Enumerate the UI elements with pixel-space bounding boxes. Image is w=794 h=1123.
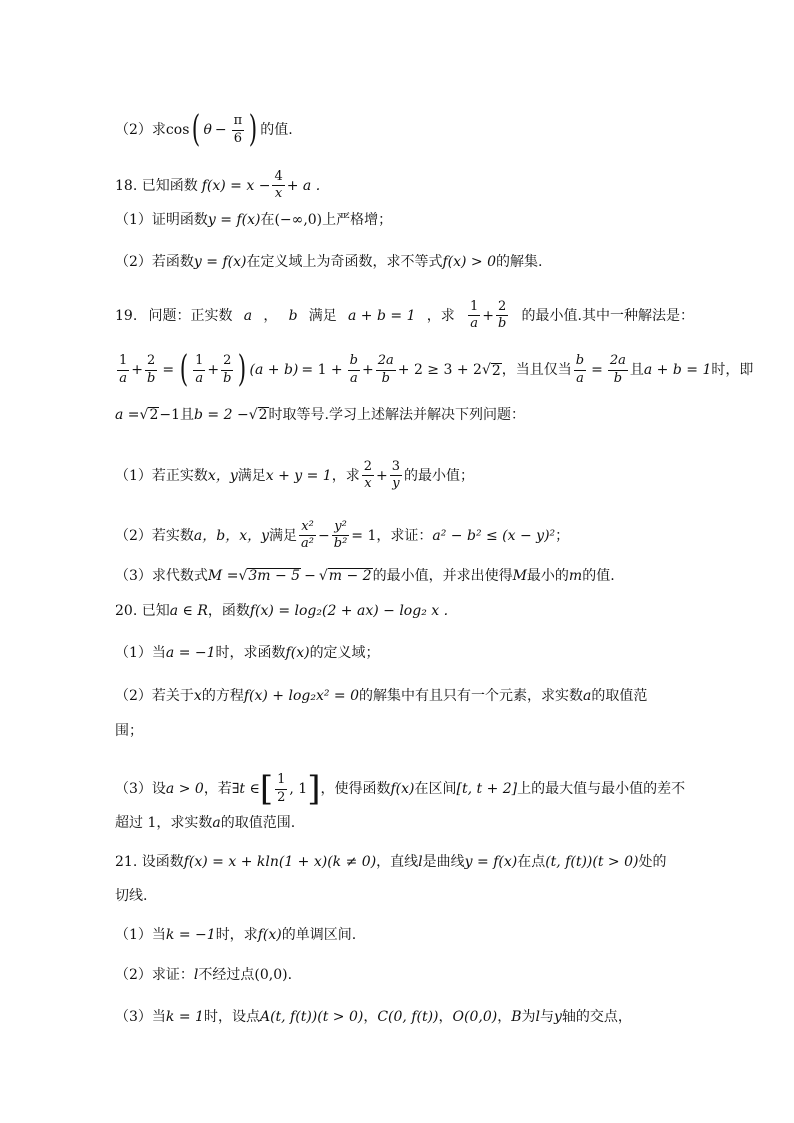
q20-part3-wrap: 超过 1，求实数 a 的取值范围. — [115, 815, 296, 831]
frac-1a-2b: $\frac{1}{a}$ + $\frac{2}{b}$ — [469, 299, 507, 332]
q19-stem-line3: a = √ 2 −1且 b = 2 − √ 2 时取等号.学习上述解法并解决下列问题： — [115, 406, 525, 423]
q19-part1: （1）若正实数 x，y 满足 x + y = 1 ，求 $\frac{2}{x}$ + $\frac{3}{y}$ 的最小值； — [115, 459, 475, 492]
q21-stem-wrap: 切线. — [115, 888, 148, 904]
q17-part2: （2）求 cos ( θ − $\frac{\pi}{6}$ ) 的值. — [115, 109, 293, 150]
four-over-x: $\frac{4}{x}$ — [274, 169, 283, 202]
sqrt-2: √ 2 — [481, 362, 501, 379]
q19-part3: （3）求代数式 M = √ 3m − 5 − √ m − 2 的最小值，并求出使得 M 最小的 m 的值. — [115, 567, 615, 584]
q21-part1: （1）当 k = −1 时，求 f(x) 的单调区间. — [115, 927, 357, 943]
cos-text: cos — [165, 122, 190, 138]
q20-stem: 20. 已知 a ∈ R ，函数 f(x) = log₂(2 + ax) − log₂ x . — [115, 603, 449, 619]
q19-stem-line1: 19. 问题：正实数 a ， b 满足 a + b = 1 ，求 $\frac{1}{a}$ + $\frac{2}{b}$ 的最小值.其中一种解法是： — [115, 299, 694, 332]
q18-part2: （2）若函数 y = f(x) 在定义域上为奇函数，求不等式 f(x) > 0 的解集. — [115, 254, 543, 270]
q18-stem: 18. 已知函数 f(x) = x − $\frac{4}{x}$ + a . — [115, 169, 321, 202]
theta: θ — [203, 122, 212, 138]
q19-part2: （2）若实数 a，b，x，y 满足 $\frac{\text{x²}}{\text{a²}}$ − $\frac{\text{y²}}{\text{b²}}$ = 1 ，求证： a² − b² ≤ (x − y)² ； — [115, 519, 570, 552]
q17-p2-label: （2）求 — [115, 122, 166, 138]
q21-stem: 21. 设函数 f(x) = x + kln(1 + x)(k ≠ 0) ，直线 l 是曲线 y = f(x) 在点 (t, f(t))(t > 0) 处的 — [115, 854, 667, 870]
q19-stem-line2: $\frac{1}{a}$ + $\frac{2}{b}$ = ( $\frac{1}{a}$ + $\frac{2}{b}$ ) ( a + b) = 1 + $\frac{b}{a}$ + $\frac{2a}{b}$ + 2 ≥ 3 + 2 √ 2 ，当且仅当 $\frac{b}{a}$ = $\frac{2a}{b}$ 且 a + b = 1 时，即 — [119, 349, 754, 390]
pi-over-6: $\frac{\pi}{6}$ — [233, 113, 243, 146]
q20-part2-wrap: 围； — [115, 723, 143, 739]
q18-part1: （1）证明函数 y = f(x) 在 (−∞,0) 上严格增； — [115, 212, 393, 228]
q21-part2: （2）求证： l 不经过点 (0,0) . — [115, 967, 293, 983]
q21-part3: （3）当 k = 1 时，设点 A(t, f(t))(t > 0) ， C(0, f(t)) ， O(0,0) ， B 为 l 与 y 轴的交点， — [115, 1009, 632, 1025]
q20-part2: （2）若关于 x 的方程 f(x) + log₂x² = 0 的解集中有且只有一个元素，求实数 a 的取值范 — [115, 688, 648, 704]
q20-part1: （1）当 a = −1 时，求函数 f(x) 的定义域； — [115, 645, 380, 661]
q20-part3: （3）设 a > 0 ，若 ∃t ∈ [ $\frac{1}{2}$ , 1 ] ，使得函数 f(x) 在区间 [t, t + 2] 上的最大值与最小值的差不 — [115, 769, 686, 809]
